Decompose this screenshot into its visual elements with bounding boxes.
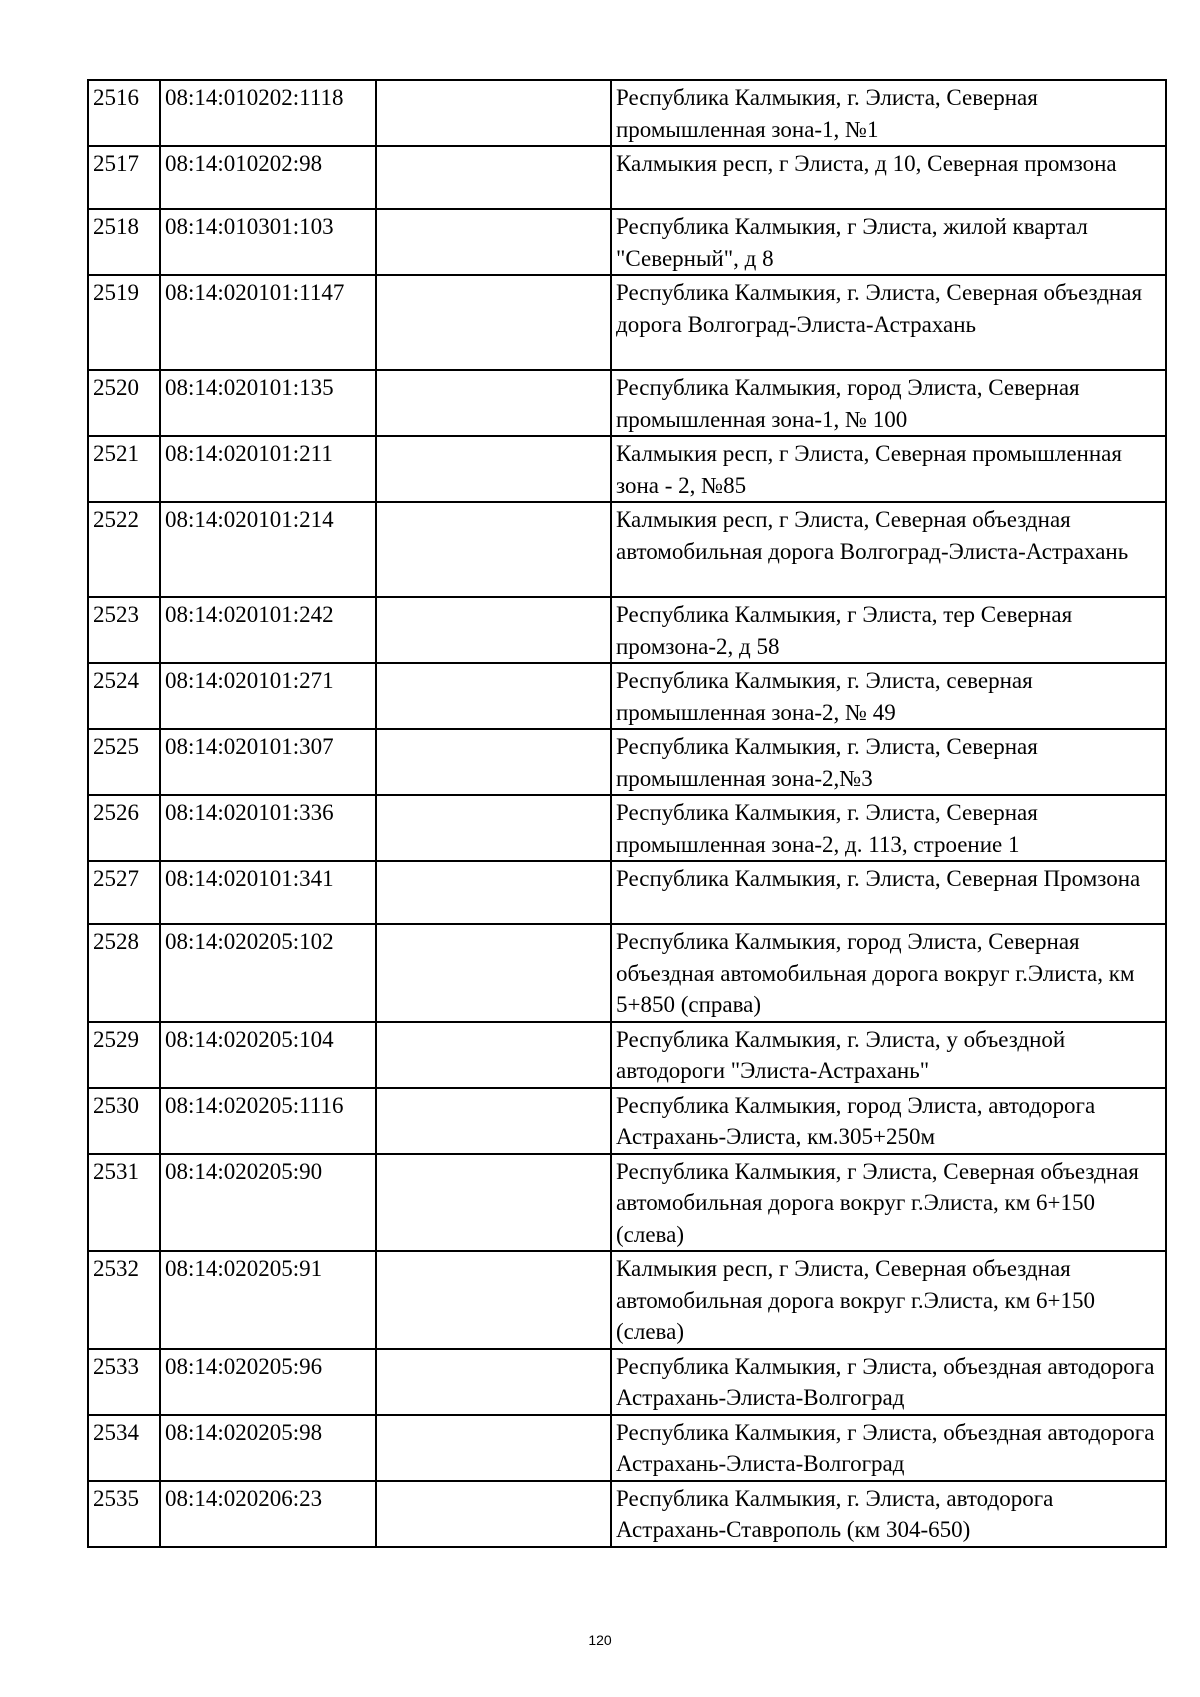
row-number-cell: 2521 [88,436,160,502]
row-number-cell: 2532 [88,1251,160,1349]
address-cell: Калмыкия респ, г Элиста, Северная объездная автомобильная дорога Волгоград-Элиста-Астрахань [611,502,1166,597]
empty-cell [376,795,611,861]
address-cell: Республика Калмыкия, г Элиста, объездная автодорога Астрахань-Элиста-Волгоград [611,1415,1166,1481]
table-row [88,795,1166,861]
address-cell: Республика Калмыкия, г. Элиста, у объездной автодороги "Элиста-Астрахань" [611,1022,1166,1088]
cadastral-number-cell: 08:14:020205:91 [160,1251,376,1349]
table-row [88,1349,1166,1415]
row-number-cell: 2535 [88,1481,160,1547]
table-row [88,1481,1166,1547]
cadastral-number-cell: 08:14:010301:103 [160,209,376,275]
empty-cell [376,924,611,1022]
empty-cell [376,1481,611,1547]
empty-cell [376,370,611,436]
table-row [88,1088,1166,1154]
row-number-cell: 2533 [88,1349,160,1415]
address-cell: Республика Калмыкия, г Элиста, тер Северная промзона-2, д 58 [611,597,1166,663]
row-number-cell: 2531 [88,1154,160,1252]
address-cell: Республика Калмыкия, г Элиста, объездная автодорога Астрахань-Элиста-Волгоград [611,1349,1166,1415]
cadastral-number-cell: 08:14:020101:336 [160,795,376,861]
cadastral-number-cell: 08:14:020205:96 [160,1349,376,1415]
row-number-cell: 2524 [88,663,160,729]
cadastral-number-cell: 08:14:020101:271 [160,663,376,729]
address-cell: Республика Калмыкия, г. Элиста, северная промышленная зона-2, № 49 [611,663,1166,729]
empty-cell [376,729,611,795]
table-row [88,436,1166,502]
empty-cell [376,861,611,924]
table-row [88,209,1166,275]
table-row [88,1154,1166,1252]
empty-cell [376,597,611,663]
row-number-cell: 2522 [88,502,160,597]
row-number-cell: 2520 [88,370,160,436]
empty-cell [376,275,611,370]
cadastral-number-cell: 08:14:020101:242 [160,597,376,663]
row-number-cell: 2523 [88,597,160,663]
cadastral-number-cell: 08:14:010202:1118 [160,80,376,146]
cadastral-number-cell: 08:14:020101:307 [160,729,376,795]
address-cell: Республика Калмыкия, г. Элиста, Северная Промзона [611,861,1166,924]
cadastral-number-cell: 08:14:020205:104 [160,1022,376,1088]
row-number-cell: 2527 [88,861,160,924]
table-row [88,370,1166,436]
table-row [88,80,1166,146]
table-row [88,502,1166,597]
register-table-body [88,80,1166,1547]
address-cell: Республика Калмыкия, город Элиста, Северная промышленная зона-1, № 100 [611,370,1166,436]
row-number-cell: 2516 [88,80,160,146]
cadastral-number-cell: 08:14:020205:98 [160,1415,376,1481]
cadastral-number-cell: 08:14:020205:102 [160,924,376,1022]
table-row [88,663,1166,729]
table-row [88,1415,1166,1481]
cadastral-number-cell: 08:14:020101:135 [160,370,376,436]
row-number-cell: 2534 [88,1415,160,1481]
address-cell: Республика Калмыкия, г Элиста, Северная объездная автомобильная дорога вокруг г.Элиста, км 6+150 (слева) [611,1154,1166,1252]
table-row [88,1022,1166,1088]
row-number-cell: 2517 [88,146,160,209]
row-number-cell: 2528 [88,924,160,1022]
cadastral-number-cell: 08:14:020101:341 [160,861,376,924]
empty-cell [376,436,611,502]
address-cell: Республика Калмыкия, г. Элиста, автодорога Астрахань-Ставрополь (км 304-650) [611,1481,1166,1547]
empty-cell [376,1251,611,1349]
cadastral-number-cell: 08:14:020205:90 [160,1154,376,1252]
row-number-cell: 2519 [88,275,160,370]
address-cell: Калмыкия респ, г Элиста, д 10, Северная промзона [611,146,1166,209]
row-number-cell: 2525 [88,729,160,795]
address-cell: Республика Калмыкия, город Элиста, автодорога Астрахань-Элиста, км.305+250м [611,1088,1166,1154]
empty-cell [376,80,611,146]
empty-cell [376,502,611,597]
cadastral-number-cell: 08:14:020101:1147 [160,275,376,370]
empty-cell [376,1349,611,1415]
address-cell: Калмыкия респ, г Элиста, Северная промышленная зона - 2, №85 [611,436,1166,502]
table-row [88,597,1166,663]
address-cell: Республика Калмыкия, г Элиста, жилой квартал "Северный", д 8 [611,209,1166,275]
address-cell: Республика Калмыкия, г. Элиста, Северная промышленная зона-2,№3 [611,729,1166,795]
address-cell: Республика Калмыкия, г. Элиста, Северная промышленная зона-2, д. 113, строение 1 [611,795,1166,861]
table-row [88,1251,1166,1349]
table-row [88,275,1166,370]
cadastral-number-cell: 08:14:020101:214 [160,502,376,597]
empty-cell [376,209,611,275]
table-row [88,861,1166,924]
empty-cell [376,1154,611,1252]
cadastral-number-cell: 08:14:020205:1116 [160,1088,376,1154]
empty-cell [376,146,611,209]
cadastral-number-cell: 08:14:020101:211 [160,436,376,502]
empty-cell [376,1088,611,1154]
table-row [88,729,1166,795]
row-number-cell: 2526 [88,795,160,861]
cadastral-number-cell: 08:14:020206:23 [160,1481,376,1547]
empty-cell [376,663,611,729]
address-cell: Республика Калмыкия, г. Элиста, Северная промышленная зона-1, №1 [611,80,1166,146]
table-row [88,146,1166,209]
address-cell: Калмыкия респ, г Элиста, Северная объездная автомобильная дорога вокруг г.Элиста, км 6+150 (слева) [611,1251,1166,1349]
cadastral-number-cell: 08:14:010202:98 [160,146,376,209]
empty-cell [376,1022,611,1088]
row-number-cell: 2530 [88,1088,160,1154]
table-row [88,924,1166,1022]
address-cell: Республика Калмыкия, город Элиста, Северная объездная автомобильная дорога вокруг г.Элиста, км 5+850 (справа) [611,924,1166,1022]
address-cell: Республика Калмыкия, г. Элиста, Северная объездная дорога Волгоград-Элиста-Астрахань [611,275,1166,370]
page-number: 120 [588,1632,612,1648]
land-plot-register-table [87,79,1167,1548]
empty-cell [376,1415,611,1481]
row-number-cell: 2518 [88,209,160,275]
row-number-cell: 2529 [88,1022,160,1088]
